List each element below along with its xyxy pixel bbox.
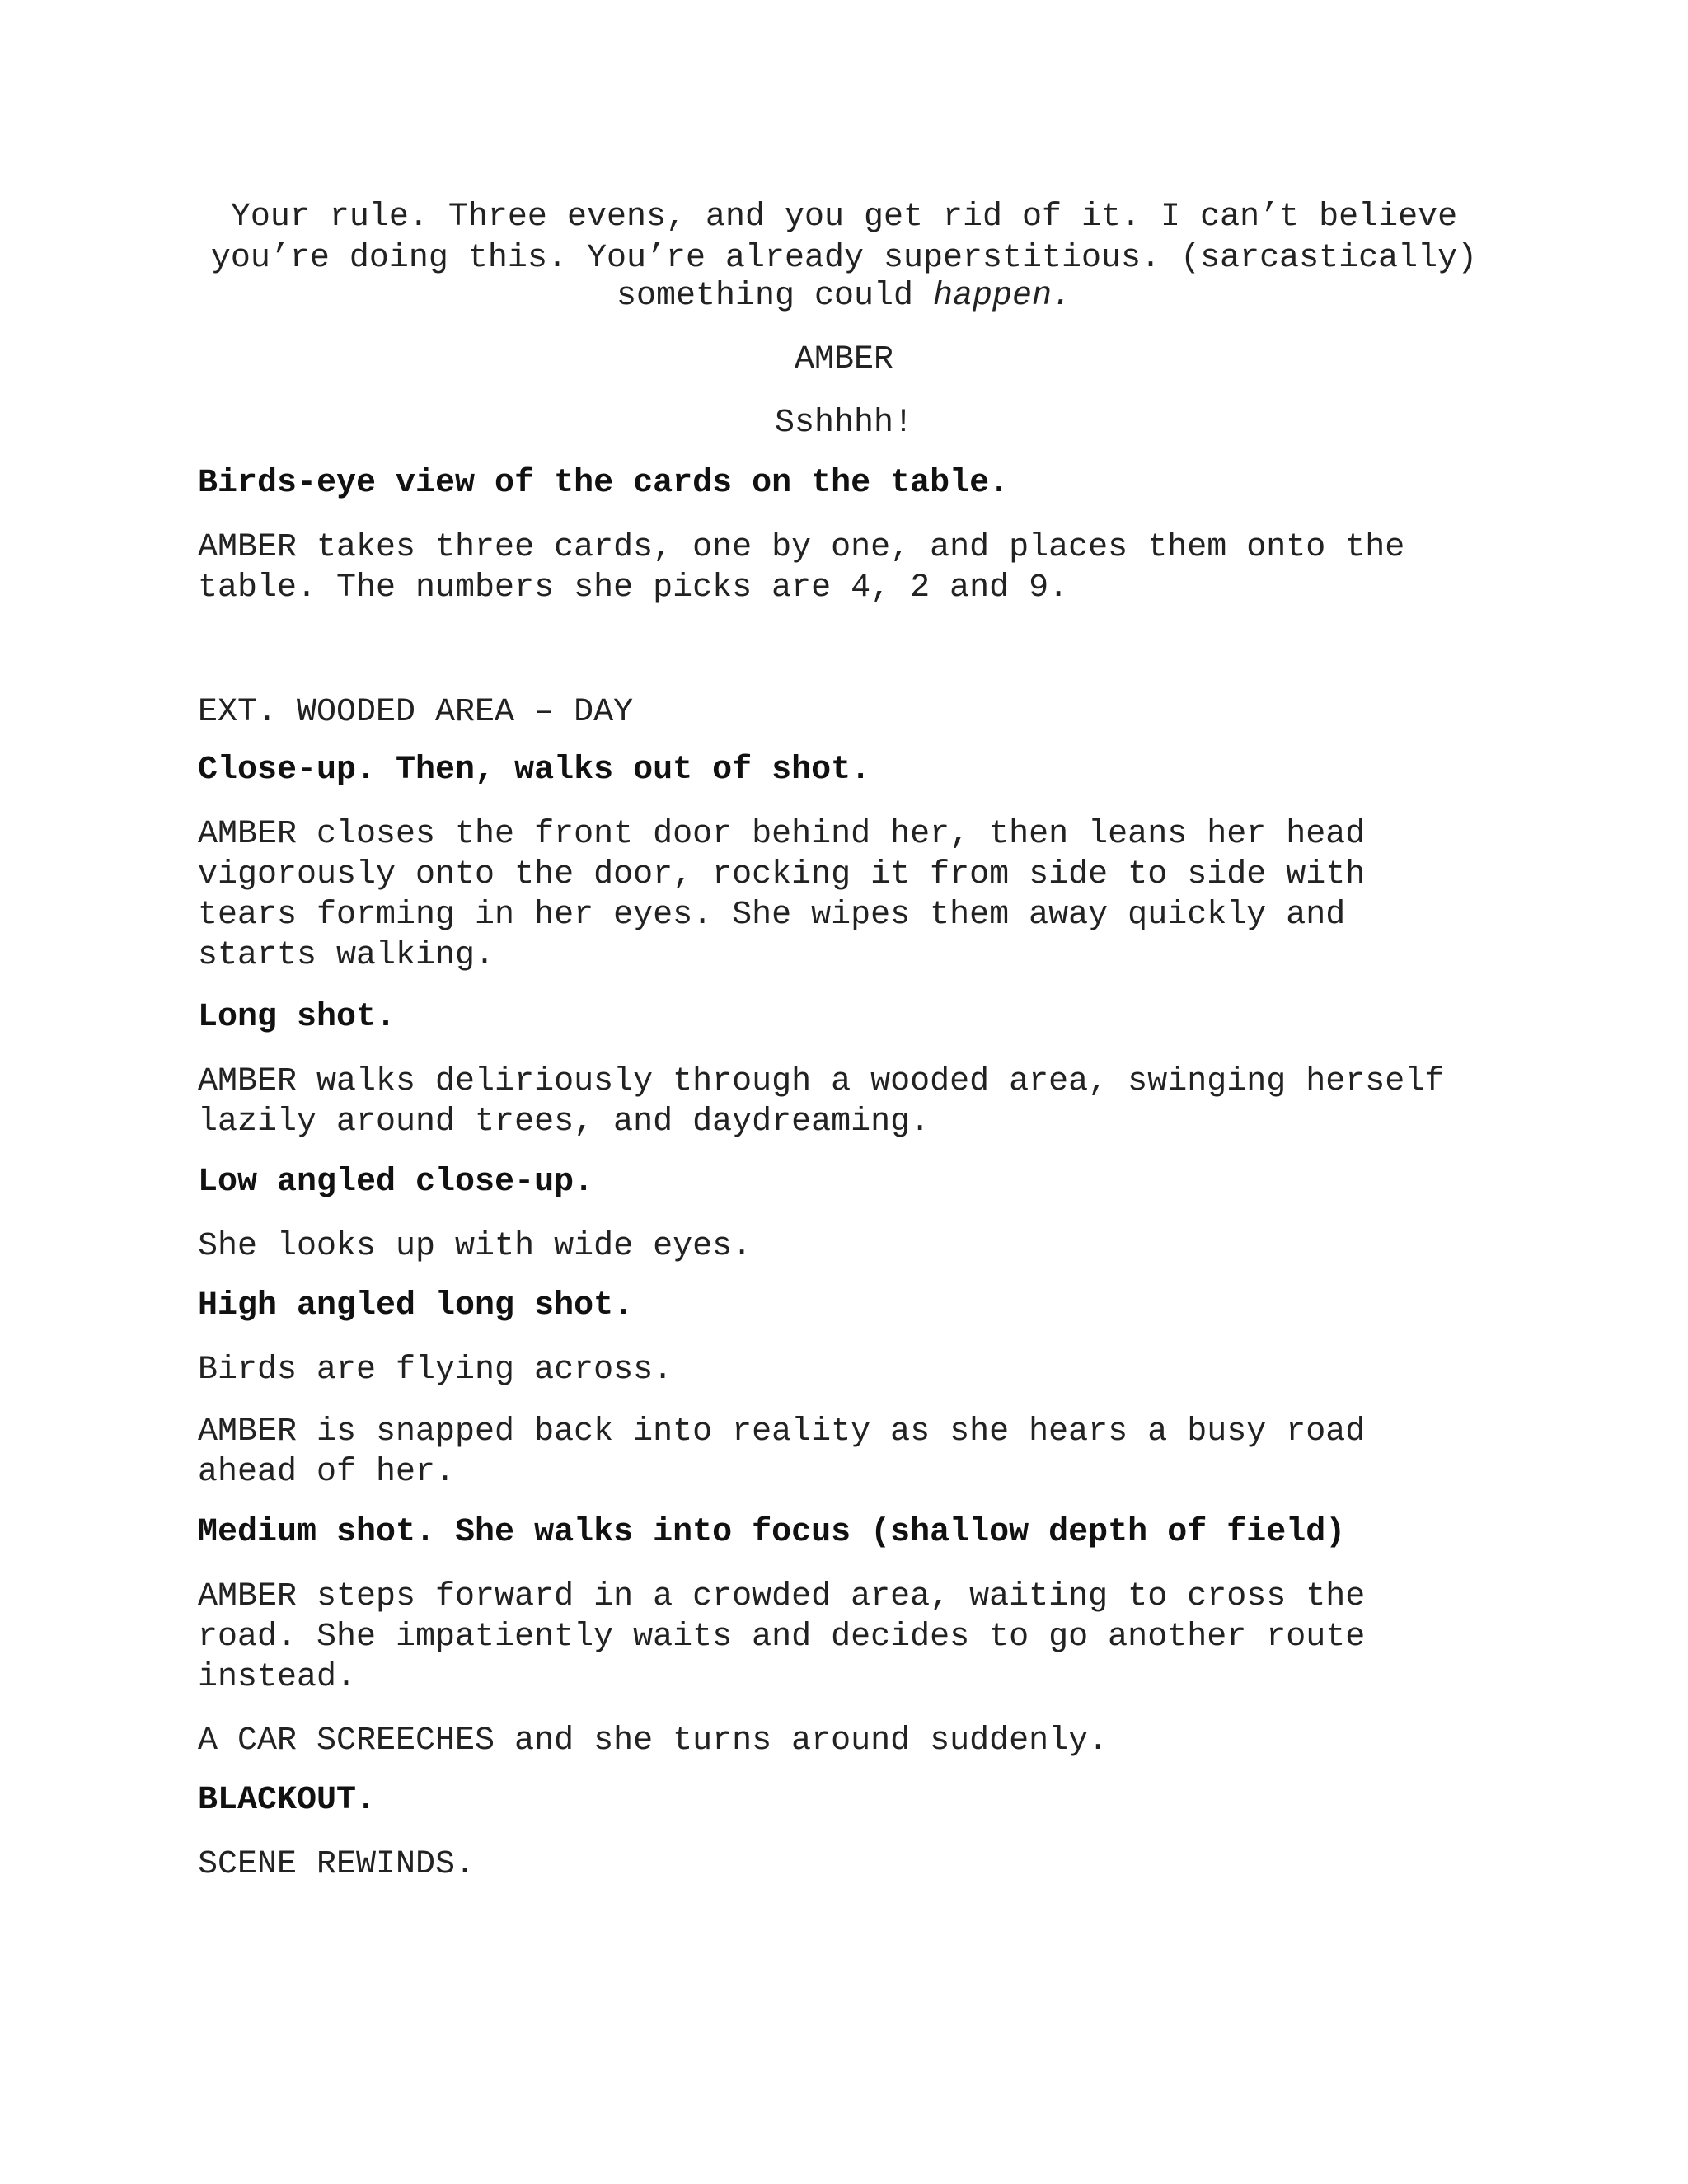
dialogue-sshhh: Sshhhh! xyxy=(774,405,914,442)
camera-direction-blackout: BLACKOUT. xyxy=(198,1782,377,1819)
action-front-door: AMBER closes the front door behind her, then leans her head vigorously onto the door, rocking it from side to side with tears forming in her eyes. She wipes them away quickly and starts walking. xyxy=(198,816,1366,974)
action-wooded-walk: AMBER walks deliriously through a wooded area, swinging herself lazily around trees, and daydreaming. xyxy=(198,1063,1445,1141)
action-car-screeches: A CAR SCREECHES and she turns around suddenly. xyxy=(198,1722,1109,1760)
dialogue-line-3-plain: something could xyxy=(616,278,934,315)
dialogue-line-2: you’re doing this. You’re already superstitious. (sarcastically) xyxy=(210,240,1478,277)
action-busy-road: AMBER is snapped back into reality as she hears a busy road ahead of her. xyxy=(198,1413,1366,1491)
camera-direction-low-angle: Low angled close-up. xyxy=(198,1164,594,1201)
action-scene-rewinds: SCENE REWINDS. xyxy=(198,1846,476,1883)
scene-heading: EXT. WOODED AREA – DAY xyxy=(198,694,634,731)
dialogue-emphasis: happen. xyxy=(933,278,1072,315)
action-looks-up: She looks up with wide eyes. xyxy=(198,1228,753,1265)
dialogue-line-3 xyxy=(165,277,1523,316)
camera-direction-long-shot: Long shot. xyxy=(198,999,396,1036)
camera-direction-medium-shot: Medium shot. She walks into focus (shallow depth of field) xyxy=(198,1514,1346,1551)
camera-direction-birds-eye: Birds-eye view of the cards on the table. xyxy=(198,465,1010,502)
camera-direction-high-angle: High angled long shot. xyxy=(198,1287,634,1324)
action-cards: AMBER takes three cards, one by one, and places them onto the table. The numbers she picks are 4, 2 and 9. xyxy=(198,529,1405,607)
character-name-amber: AMBER xyxy=(794,341,894,378)
action-birds: Birds are flying across. xyxy=(198,1352,673,1389)
dialogue-line-1: Your rule. Three evens, and you get rid of it. I can’t believe xyxy=(230,199,1458,236)
action-crowded-area: AMBER steps forward in a crowded area, waiting to cross the road. She impatiently waits and decides to go another route instead. xyxy=(198,1578,1366,1696)
camera-direction-close-up: Close-up. Then, walks out of shot. xyxy=(198,752,871,789)
